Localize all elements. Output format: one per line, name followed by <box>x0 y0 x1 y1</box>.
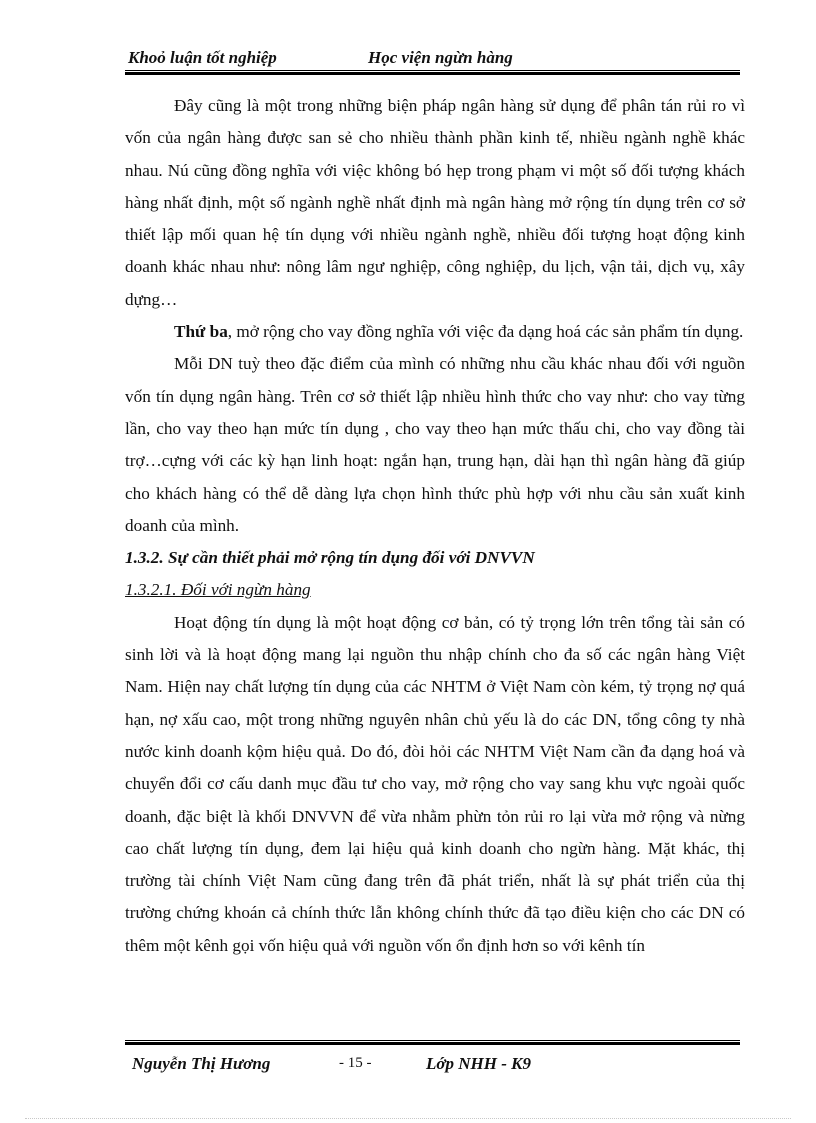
page-footer <box>125 1054 740 1078</box>
footer-author: Nguyễn Thị Hương <box>132 1054 271 1073</box>
paragraph-4: Hoạt động tín dụng là một hoạt động cơ bản, có tỷ trọng lớn trên tổng tài sản có sinh lời và là hoạt động mang lại nguồn thu nhập chính cho đa số các ngân hàng Việt Nam. Hiện nay chất lượng tín dụng của các NHTM ở Việt Nam còn kém, tỷ trọng nợ quá hạn, nợ xấu cao, một trong những nguyên nhân chủ yếu là do các DN, tổng công ty nhà nước kinh doanh kộm hiệu quả. Do đó, đòi hỏi các NHTM Việt Nam cần đa dạng hoá và chuyển đổi cơ cấu danh mục đầu tư cho vay, mở rộng cho vay sang khu vực ngoài quốc doanh, đặc biệt là khối DNVVN để vừa nhằm phừn tỏn rủi ro lại vừa mở rộng và nừng cao chất lượng tín dụng, đem lại hiệu quả kinh doanh cho ngừn hàng. Mặt khác, thị trường tài chính Việt Nam cũng đang trên đã phát triển, nhất là sự phát triển của thị trường chứng khoán cả chính thức lẫn không chính thức đã tạo điều kiện cho các DN có thêm một kênh gọi vốn hiệu quả với nguồn vốn ổn định hơn so với kênh tín <box>125 612 745 955</box>
paragraph-2 <box>125 316 745 348</box>
header-thesis-title: Khoỏ luận tốt nghiệp <box>128 48 277 67</box>
paragraph-2-lead: Thứ ba <box>174 322 228 342</box>
page-header <box>125 48 740 70</box>
paragraph-2-text: , mở rộng cho vay đồng nghĩa với việc đa dạng hoá các sản phẩm tín dụng. <box>227 322 744 342</box>
subsection-heading: 1.3.2.1. Đối với ngừn hàng <box>125 580 311 600</box>
footer-class: Lớp NHH - K9 <box>426 1054 531 1073</box>
header-institution: Học viện ngừn hàng <box>368 48 513 67</box>
document-body <box>125 90 745 962</box>
page-number: - 15 - <box>339 1055 372 1071</box>
footer-rule <box>125 1040 740 1045</box>
paragraph-1: Đây cũng là một trong những biện pháp ngân hàng sử dụng để phân tán rủi ro vì vốn của ngân hàng được san sẻ cho nhiều thành phần kinh tế, nhiều ngành nghề khác nhau. Nú cũng đồng nghĩa với việc không bó hẹp trong phạm vi một số đối tượng khách hàng nhất định, một số ngành nghề nhất định mà ngân hàng mở rộng tín dụng trên cơ sở thiết lập mối quan hệ tín dụng với nhiều ngành nghề, nhiều đối tượng hoạt động kinh doanh khác nhau như: nông lâm ngư nghiệp, công nghiệp, du lịch, vận tải, dịch vụ, xây dựng… <box>125 96 745 309</box>
header-rule <box>125 70 740 75</box>
section-heading: 1.3.2. Sự cần thiết phải mở rộng tín dụng đối với DNVVN <box>125 548 535 568</box>
paragraph-3: Mỗi DN tuỳ theo đặc điểm của mình có những nhu cầu khác nhau đối với nguồn vốn tín dụng ngân hàng. Trên cơ sở thiết lập nhiều hình thức cho vay như: cho vay từng lần, cho vay theo hạn mức tín dụng , cho vay theo hạn mức thấu chi, cho vay đồng tài trợ…cựng với các kỳ hạn linh hoạt: ngắn hạn, trung hạn, dài hạn thì ngân hàng đã giúp cho khách hàng có thể dễ dàng lựa chọn hình thức phù hợp với nhu cầu sản xuất kinh doanh của mình. <box>125 354 745 535</box>
page-edge-divider <box>25 1118 791 1119</box>
